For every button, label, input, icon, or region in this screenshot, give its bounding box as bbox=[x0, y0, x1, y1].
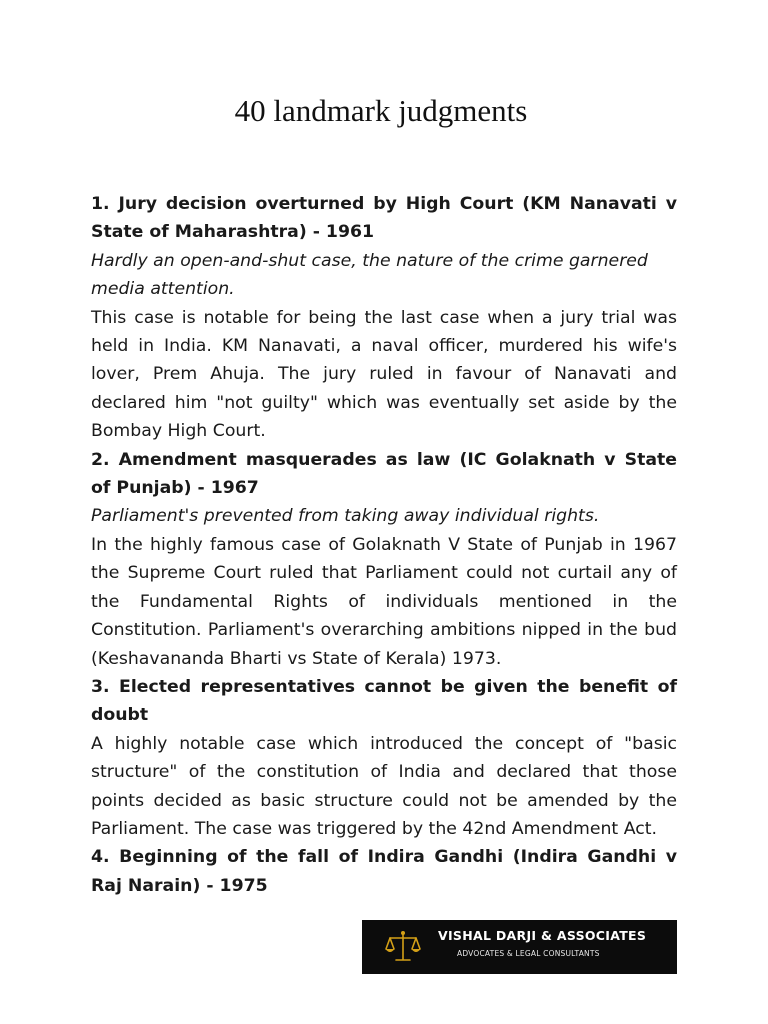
section-1-heading: 1. Jury decision overturned by High Court (KM Nanavati v State of Maharashtra) - 1961 bbox=[91, 194, 677, 243]
section-2-heading: 2. Amendment masquerades as law (IC Golaknath v State of Punjab) - 1967 bbox=[91, 449, 677, 499]
section-3-heading: 3. Elected representatives cannot be given the benefit of doubt bbox=[91, 676, 677, 726]
scales-of-justice-icon bbox=[384, 930, 422, 964]
section-1-subtitle: Hardly an open-and-shut case, the nature of the crime garnered media attention. bbox=[91, 250, 648, 300]
page-title bbox=[0, 93, 768, 129]
section-3-body: A highly notable case which introduced the concept of "basic structure" of the constitution of India and declared that those points decided as basic structure could not be amended by the Parliament. The case was triggered by the 42nd Amendment Act. bbox=[91, 733, 677, 839]
page-title-text: 40 landmark judgments bbox=[234, 93, 528, 128]
section-2-subtitle: Parliament's prevented from taking away individual rights. bbox=[91, 506, 600, 527]
firm-name: VISHAL DARJI & ASSOCIATES bbox=[438, 928, 647, 943]
section-4-heading: 4. Beginning of the fall of Indira Gandhi (Indira Gandhi v Raj Narain) - 1975 bbox=[91, 847, 677, 896]
section-1-body: This case is notable for being the last case when a jury trial was held in India. KM Nanavati, a naval officer, murdered his wife's lover, Prem Ahuja. The jury ruled in favour of Nanavati and declared him "not guilty" which was eventually set aside by the Bombay High Court. bbox=[91, 307, 677, 442]
firm-tagline: ADVOCATES & LEGAL CONSULTANTS bbox=[457, 949, 600, 958]
document-body bbox=[91, 190, 677, 900]
firm-logo bbox=[362, 920, 677, 974]
section-2-body: In the highly famous case of Golaknath V State of Punjab in 1967 the Supreme Court ruled that Parliament could not curtail any of the Fundamental Rights of individuals mentioned in the Constitution. Parliament's overarching ambitions nipped in the bud (Keshavananda Bharti vs State of Kerala) 1973. bbox=[91, 534, 677, 669]
